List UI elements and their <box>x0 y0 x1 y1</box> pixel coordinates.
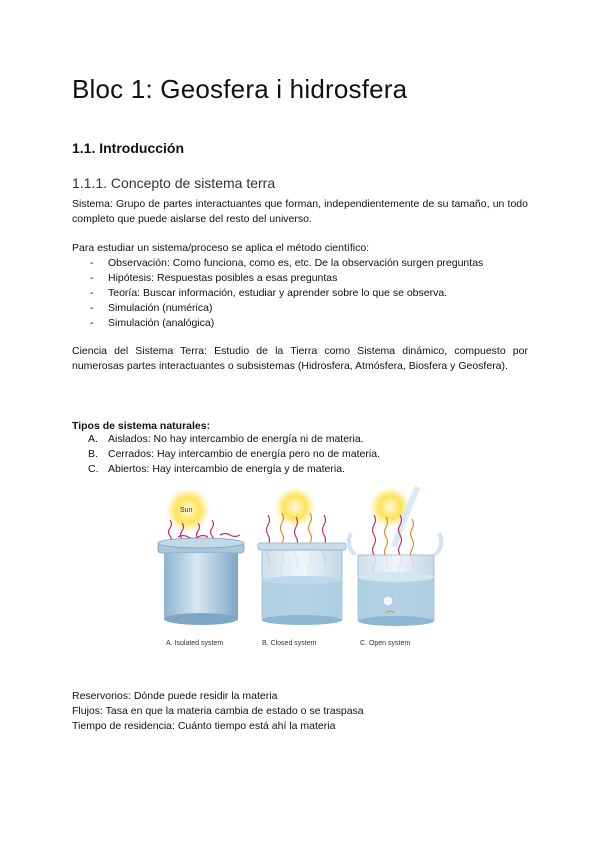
tipos-heading: Tipos de sistema naturales: <box>72 420 211 432</box>
systems-figure <box>150 485 450 655</box>
caption-closed: B. Closed system <box>262 640 317 647</box>
list-item: - Teoría: Buscar información, estudiar y aprender sobre lo que se observa. <box>72 286 483 301</box>
list-item-text: Cerrados: Hay intercambio de energía pero no de materia. <box>108 448 380 460</box>
list-marker: C. <box>88 463 99 475</box>
list-item <box>72 432 380 447</box>
ciencia-definition: Ciencia del Sistema Terra: Estudio de la Tierra como Sistema dinámico, compuesto por numerosas partes interactuantes o subsistemas (Hidrosfera, Atmósfera, Biosfera y Geosfera). <box>72 345 528 372</box>
definition-tiempo-residencia: Tiempo de residencia: Cuánto tiempo está ahí la materia <box>72 720 336 732</box>
caption-open: C. Open system <box>360 640 411 647</box>
caption-isolated: A. Isolated system <box>166 640 224 647</box>
list-item: - Observación: Como funciona, como es, etc. De la observación surgen preguntas <box>72 256 483 271</box>
list-item-text: Abiertos: Hay intercambio de energía y de materia. <box>108 463 345 475</box>
document-title: Bloc 1: Geosfera i hidrosfera <box>72 74 408 104</box>
isolated-system-illustration <box>158 488 244 625</box>
definition-reservorios: Reservorios: Dónde puede residir la materia <box>72 690 278 702</box>
definition-flujos: Flujos: Tasa en que la materia cambia de estado o se traspasa <box>72 705 364 717</box>
list-item: - Simulación (numérica) <box>72 301 483 316</box>
list-item: - Simulación (analógica) <box>72 316 483 331</box>
closed-system-illustration <box>258 487 346 625</box>
sun-label: Sun <box>180 507 193 514</box>
open-system-illustration <box>349 487 442 626</box>
list-item <box>72 447 380 462</box>
section-heading: 1.1. Introducción <box>72 140 185 156</box>
sun-icon <box>275 487 315 527</box>
list-item: - Hipótesis: Respuestas posibles a esas preguntas <box>72 271 483 286</box>
list-item-text: Aislados: No hay intercambio de energía ni de materia. <box>108 433 364 445</box>
subsection-heading: 1.1.1. Concepto de sistema terra <box>72 175 276 191</box>
list-item <box>72 462 380 477</box>
method-list <box>72 256 483 331</box>
list-marker: B. <box>88 448 98 460</box>
method-intro: Para estudiar un sistema/proceso se aplica el método científico: <box>72 242 370 254</box>
list-marker: A. <box>88 433 98 445</box>
tipos-list <box>72 432 380 477</box>
sistema-definition: Sistema: Grupo de partes interactuantes que forman, independientemente de su tamaño, un todo completo que puede aislarse del resto del universo. <box>72 198 528 225</box>
